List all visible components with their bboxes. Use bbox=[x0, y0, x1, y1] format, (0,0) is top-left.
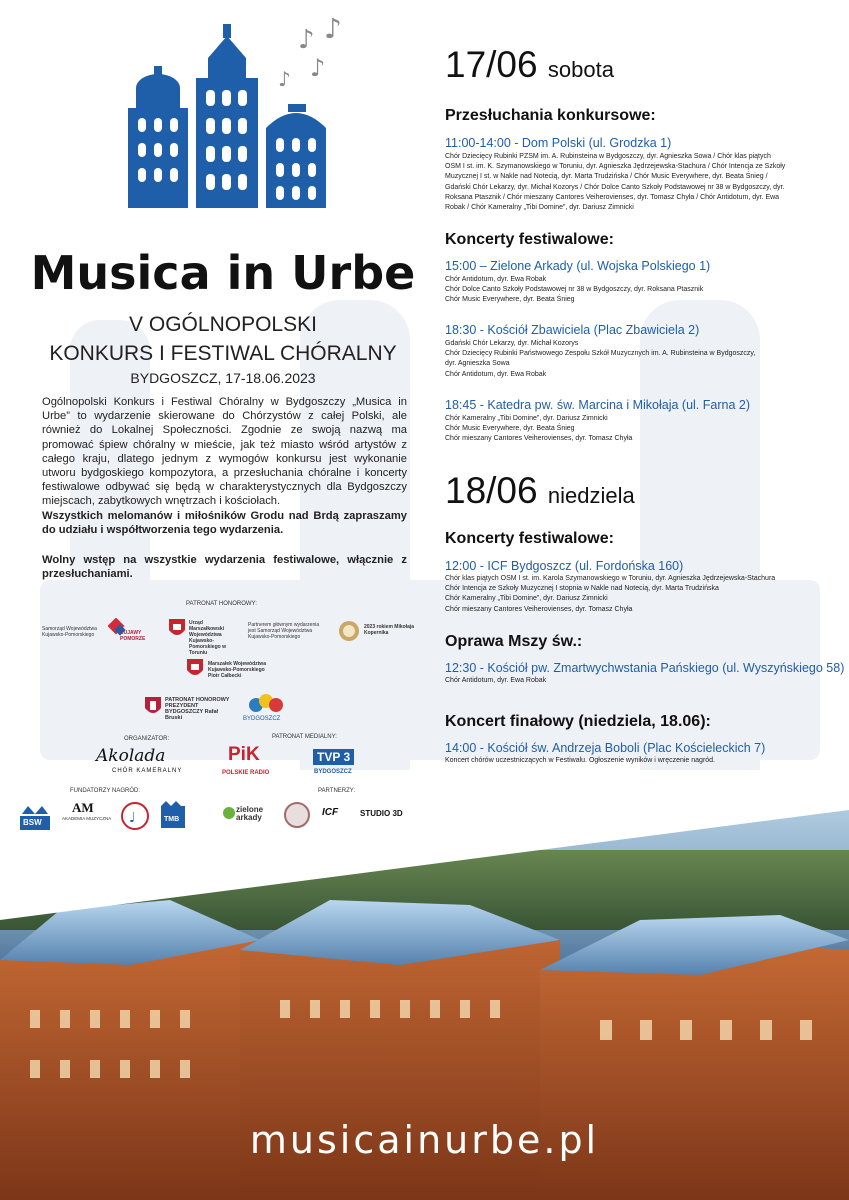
sponsor-marszalek: Marszałek Województwa Kujawsko-Pomorskiego Piotr Całbecki bbox=[208, 661, 266, 679]
description-free-entry: Wolny wstęp na wszystkie wydarzenia festiwalowe, włącznie z przesłuchaniami. bbox=[42, 554, 407, 581]
tmb-logo-icon bbox=[160, 800, 186, 830]
label-fundatorzy: FUNDATORZY NAGRÓD: bbox=[70, 788, 141, 794]
zielone-arkady-logo-icon bbox=[222, 806, 236, 820]
svg-text:♩: ♩ bbox=[129, 810, 136, 826]
pik-logo: PiK bbox=[228, 744, 260, 765]
sponsor-prezydent: PATRONAT HONOROWY PREZYDENT BYDGOSZCZY Rafał Bruski bbox=[165, 697, 230, 721]
day2-event-icf: 12:00 - ICF Bydgoszcz (ul. Fordońska 160) bbox=[445, 559, 684, 573]
day2-event-zmartwychwstania: 12:30 - Kościół pw. Zmartwychwstania Pańskiego (ul. Wyszyńskiego 58) bbox=[445, 661, 845, 675]
day2-event-icf-details: Chór klas piątych OSM I st. im. Karola Szymanowskiego w Toruniu, dyr. Agnieszka Jędrzejewska-Stachura Chór Intencja ze Szkoły Muzycznej I stopnia w Nakle nad Notecią, dyr. Marta Trudzińska Chór Kameralny „Tibi Domine”, dyr. Dariusz Zimnicki Chór mieszany Cantores Veiherovienses, dyr. Tomasz Chyła bbox=[445, 575, 776, 613]
musica-in-urbe-logo bbox=[118, 18, 358, 218]
music-school-logo-icon bbox=[120, 800, 150, 832]
label-partnerzy: PARTNERZY: bbox=[318, 788, 356, 794]
event-title: Musica in Urbe bbox=[30, 246, 416, 300]
description-invitation: Wszystkich melomanów i miłośników Grodu nad Brdą zapraszamy do udziału i współtworzenia tego wydarzenia. bbox=[42, 509, 407, 536]
bydgoszcz-city-logo-icon bbox=[246, 693, 286, 715]
day2-event-zmartwychwstania-details: Chór Antidotum, dyr. Ewa Robak bbox=[445, 677, 547, 684]
label-patronat-medialny: PATRONAT MEDIALNY: bbox=[272, 734, 337, 740]
tmb-label: TMB bbox=[164, 816, 180, 823]
description bbox=[42, 395, 407, 589]
day1-event-zielone-arkady-details: Chór Antidotum, dyr. Ewa Robak Chór Dolce Canto Szkoły Podstawowej nr 38 w Bydgoszczy, dyr. Roksana Ptasznik Chór Music Everywhere, dyr. Beata Śnieg bbox=[445, 276, 704, 304]
day1-event-katedra-details: Chór Kameralny „Tibi Domine”, dyr. Dariusz Zimnicki Chór Music Everywhere, dyr. Beata Śnieg Chór mieszany Cantores Veiherovienses, dyr. Tomasz Chyła bbox=[445, 415, 633, 443]
place-date: BYDGOSZCZ, 17-18.06.2023 bbox=[130, 370, 316, 386]
label-patronat-honorowy: PATRONAT HONOROWY: bbox=[186, 601, 257, 607]
akolada-logo: Akolada bbox=[96, 746, 166, 766]
partner-seal-icon bbox=[284, 802, 310, 828]
svg-text:♪: ♪ bbox=[278, 67, 291, 91]
day1-event-dom-polski-details: Chór Dziecięcy Rubinki PZSM im. A. Rubinsteina w Bydgoszczy, dyr. Agnieszka Sowa / Chór klas piątych OSM I st. im. K. Szymanowskiego w Toruniu, dyr. Agnieszka Jędrzejewska-Stachura / Chór Intencja ze Szkoły Muzycznej I st. w Nakle nad Notecią, dyr. Marta Trudzińska / Chór Music Everywhere, dyr. Beata Śnieg / Gdański Chór Lekarzy, dyr. Michał Kozorys / Chór Dolce Canto Szkoły Podstawowej nr 38 w Bydgoszczy, dyr. Roksana Ptasznik / Chór mieszany Cantores Veiherovienses, dyr. Tomasz Chyła / Chór Antidotum, dyr. Ewa Robak / Chór Kameralny „Tibi Domine”, dyr. Dariusz Zimnicki bbox=[445, 153, 786, 212]
tvp3-sub: BYDGOSZCZ bbox=[314, 769, 352, 775]
day2-section1-header: Koncerty festiwalowe: bbox=[445, 530, 614, 547]
sponsor-bydgoszcz: BYDGOSZCZ bbox=[243, 716, 281, 722]
day1-date: 17/06 sobota bbox=[445, 44, 614, 85]
day1-section2-header: Koncerty festiwalowe: bbox=[445, 231, 614, 248]
bydgoszcz-coat-of-arms-icon bbox=[144, 696, 162, 718]
zielone-arkady-label: zielone arkady bbox=[236, 805, 264, 822]
day1-event-dom-polski: 11:00-14:00 - Dom Polski (ul. Grodzka 1) bbox=[445, 136, 672, 150]
day2-section2-header: Oprawa Mszy św.: bbox=[445, 633, 583, 650]
day1-event-katedra: 18:45 - Katedra pw. św. Marcina i Mikołaja (ul. Farna 2) bbox=[445, 398, 750, 412]
polskie-radio-label: POLSKIE RADIO bbox=[222, 770, 270, 776]
sponsor-partner: Partnerem głównym wydarzenia jest Samorząd Województwa Kujawsko-Pomorskiego bbox=[248, 622, 320, 640]
akolada-sub: CHÓR KAMERALNY bbox=[112, 768, 183, 774]
day1-section1-header: Przesłuchania konkursowe: bbox=[445, 107, 656, 124]
subtitle-line2: KONKURS I FESTIWAL CHÓRALNY bbox=[49, 342, 397, 365]
day1-event-kosciol-zbawiciela: 18:30 - Kościół Zbawiciela (Plac Zbawiciela 2) bbox=[445, 323, 700, 337]
day2-section3-header: Koncert finałowy (niedziela, 18.06): bbox=[445, 713, 711, 730]
sponsor-kujawy-pomorze: KUJAWY POMORZE bbox=[120, 630, 146, 642]
day2-event-boboli: 14:00 - Kościół św. Andrzeja Boboli (Plac Kościeleckich 7) bbox=[445, 741, 766, 755]
akademia-muzyczna-logo-icon bbox=[70, 800, 100, 814]
day2-event-boboli-details: Koncert chórów uczestniczących w Festiwalu. Ogłoszenie wyników i wręczenie nagród. bbox=[445, 757, 716, 764]
day2-date: 18/06 niedziela bbox=[445, 470, 635, 511]
sponsor-samorzad: Samorząd Województwa Kujawsko-Pomorskiego bbox=[42, 626, 97, 638]
bsw-label: BSW bbox=[23, 818, 42, 827]
akademia-muzyczna-label: AKADEMIA MUZYCZNA bbox=[62, 816, 112, 821]
label-organizator: ORGANIZATOR: bbox=[124, 736, 170, 742]
day1-event-zielone-arkady: 15:00 – Zielone Arkady (ul. Wojska Polskiego 1) bbox=[445, 259, 711, 273]
svg-text:AM: AM bbox=[72, 800, 94, 814]
sponsor-urzad: Urząd Marszałkowski Województwa Kujawsko-Pomorskiego w Toruniu bbox=[189, 620, 226, 656]
svg-text:♪: ♪ bbox=[324, 18, 342, 45]
marszalek-coat-of-arms-icon bbox=[186, 658, 204, 680]
description-paragraph: Ogólnopolski Konkurs i Festiwal Chóralny w Bydgoszczy „Musica in Urbe” to wydarzenie skierowane do Chórzystów z całej Polski, ale również do Lokalnej Społeczności. Zgodnie ze swoją nazwą ma promować śpiew chóralny w mieście, jak też miasto wśród artystów z całego kraju, dlatego jednym z wymogów konkursu jest wykonanie utworu bydgoskiego kompozytora, a przesłuchania chóralne i koncerty festiwalowe odbywać się będą w charakterystycznych dla Bydgoszczy miejscach, zabytkowych wnętrzach i kościołach. bbox=[42, 396, 407, 508]
studio-3d-logo: STUDIO 3D bbox=[360, 809, 403, 818]
sponsor-kopernik: 2023 rokiem Mikołaja Kopernika bbox=[364, 624, 415, 636]
bsw-logo-icon bbox=[18, 800, 52, 832]
day1-event-kosciol-zbawiciela-details: Gdański Chór Lekarzy, dyr. Michał Kozorys Chór Dziecięcy Rubinki Państwowego Zespołu Szkół Muzycznych im. A. Rubinsteina w Bydgoszczy, dyr. Agnieszka Sowa Chór Antidotum, dyr. Ewa Robak bbox=[445, 340, 756, 378]
icf-logo: ICF bbox=[322, 807, 339, 818]
subtitle-line1: V OGÓLNOPOLSKI bbox=[129, 313, 317, 336]
coat-of-arms-icon bbox=[168, 618, 186, 640]
tvp3-logo: TVP 3 bbox=[313, 749, 354, 765]
kopernik-medal-icon bbox=[338, 620, 360, 642]
svg-text:♪: ♪ bbox=[310, 54, 326, 82]
music-notes-icon bbox=[278, 18, 342, 91]
svg-text:♪: ♪ bbox=[298, 25, 315, 55]
website-url[interactable]: musicainurbe.pl bbox=[249, 1118, 600, 1162]
city-photo bbox=[0, 790, 849, 1200]
